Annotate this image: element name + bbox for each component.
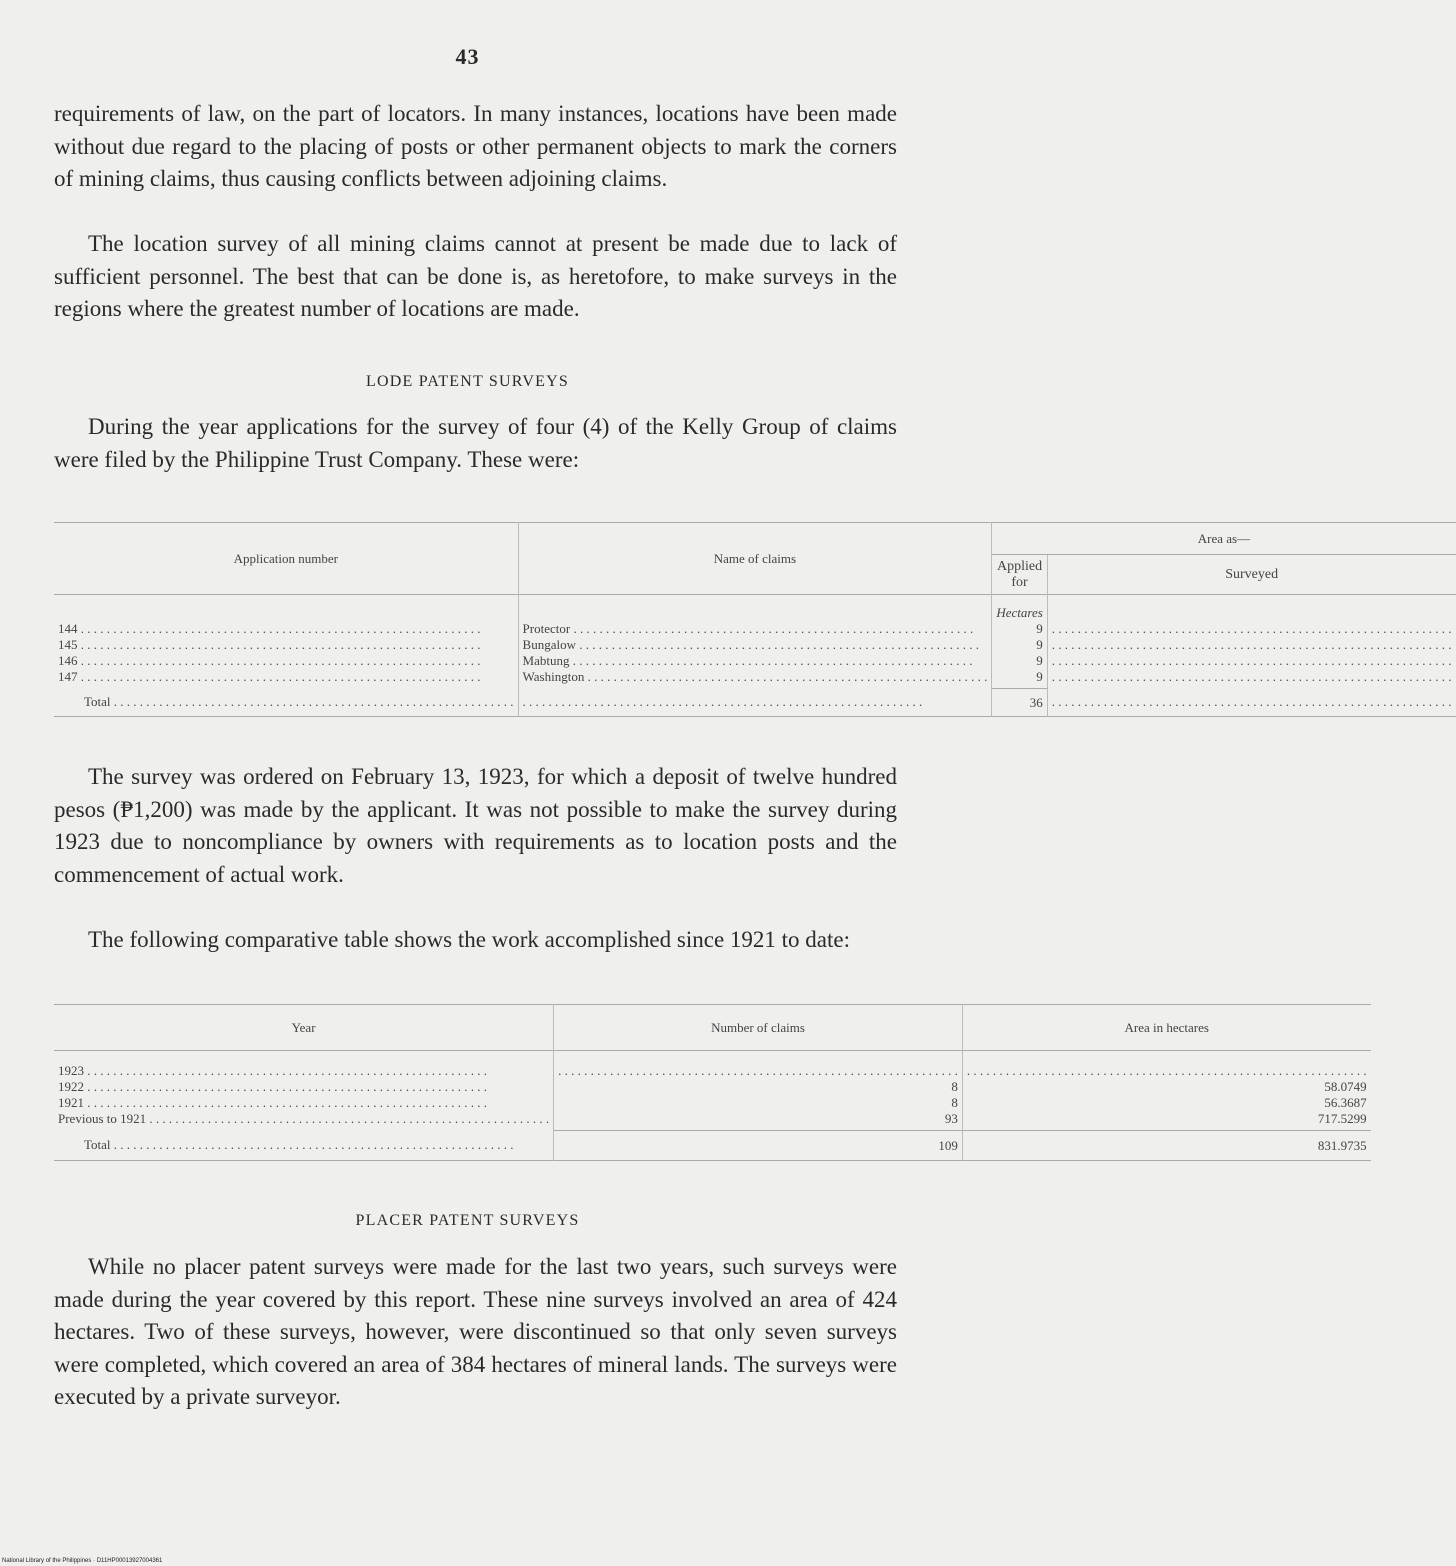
col-header-application: Application number bbox=[54, 523, 518, 595]
col-header-claims: Number of claims bbox=[554, 1005, 963, 1051]
paragraph-2: The location survey of all mining claims cannot at present be made due to lack of sufficient personnel. The best that can be done is, as heretofore, to make surveys in the regions where the greatest number of locations are made. bbox=[54, 231, 897, 321]
paragraph-4: The survey was ordered on February 13, 1923, for which a deposit of twelve hundred pesos (₱1,200) was made by the applicant. It was not possible to make the survey during 1923 due to noncompliance by owners with requirements as to location posts and the commencement of actual work. bbox=[54, 764, 897, 887]
table-row: Previous to 1921 . . . 93 717.5299 bbox=[54, 1111, 1371, 1131]
col-header-surveyed: Surveyed bbox=[1225, 566, 1279, 582]
total-row: Total . . . . . . 36 . . . bbox=[54, 689, 1456, 717]
table-row: 1922 . . . 8 58.0749 bbox=[54, 1079, 1371, 1095]
table-row: 1921 . . . 8 56.3687 bbox=[54, 1095, 1371, 1111]
page-number: 43 bbox=[455, 44, 480, 69]
paragraph-5: The following comparative table shows the work accomplished since 1921 to date: bbox=[88, 927, 850, 952]
paragraph-6: While no placer patent surveys were made for the last two years, such surveys were made during the year covered by this report. These nine surveys involved an area of 424 hectares. Two of these surveys, however, were discontinued so that only seven surveys were completed, which covered an area of 384 hectares of mineral lands. The surveys were executed by a private surveyor. bbox=[54, 1254, 897, 1409]
placer-heading: PLACER PATENT SURVEYS bbox=[355, 1212, 580, 1229]
table-row: 1923 . . . . . . . . . bbox=[54, 1051, 1371, 1079]
paragraph-1: requirements of law, on the part of locators. In many instances, locations have been made without due regard to the placing of posts or other permanent objects to mark the corners of mining claims, thus causing conflicts between adjoining claims. bbox=[54, 101, 897, 191]
table-row: 144 . . . Protector . . . 9 . . . bbox=[54, 621, 1456, 637]
lode-heading: LODE PATENT SURVEYS bbox=[366, 373, 569, 390]
total-row: Total . . . 109 831.9735 bbox=[54, 1131, 1371, 1161]
unit-label: Hectares bbox=[992, 595, 1047, 621]
col-header-year: Year bbox=[54, 1005, 554, 1051]
paragraph-3: During the year applications for the survey of four (4) of the Kelly Group of claims were filed by the Philippine Trust Company. These were: bbox=[54, 414, 897, 472]
col-header-area-group: Area as— bbox=[992, 523, 1456, 555]
table-row: 146 . . . Mabtung . . . 9 . . . bbox=[54, 653, 1456, 669]
footer-attribution: National Library of the Philippines · D11HP00013927004361 bbox=[2, 1558, 163, 1564]
table-row: 145 . . . Bungalow . . . 9 . . . bbox=[54, 637, 1456, 653]
comparative-table bbox=[54, 1004, 1371, 1161]
lode-claims-table bbox=[54, 522, 1456, 717]
col-header-area: Area in hectares bbox=[1124, 1019, 1209, 1035]
table-row: 147 . . . Washington . . . 9 . . . bbox=[54, 669, 1456, 689]
col-header-applied: Applied for bbox=[992, 555, 1047, 595]
col-header-name: Name of claims bbox=[518, 523, 992, 595]
